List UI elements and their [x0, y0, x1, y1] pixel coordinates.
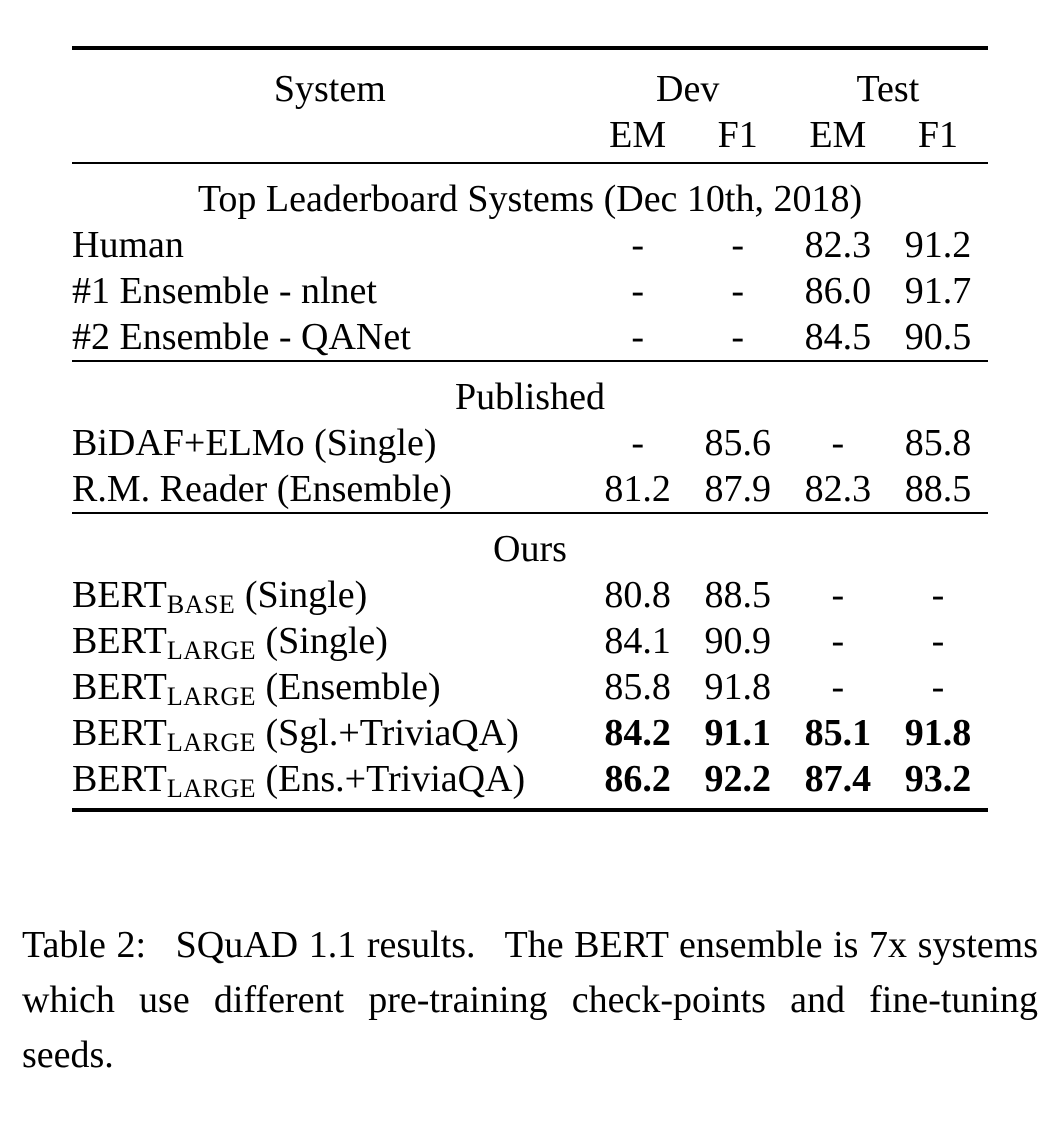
- test-em-cell: 84.5: [804, 316, 872, 358]
- dev-em-cell: -: [631, 316, 644, 358]
- test-em-header: EM: [809, 114, 867, 156]
- test-f1-cell: -: [931, 574, 945, 616]
- model-size-subscript: BASE: [166, 590, 236, 619]
- system-name-cell: R.M. Reader (Ensemble): [72, 468, 452, 510]
- system-name-cell: [72, 618, 588, 664]
- header-row-groups: [72, 48, 988, 112]
- test-em-cell: 87.4: [788, 756, 888, 810]
- test-em-cell: 82.3: [804, 224, 872, 266]
- model-name: BERT: [72, 666, 167, 708]
- test-em-cell: -: [831, 666, 845, 708]
- table-row: [72, 466, 988, 513]
- model-variant: (Ens.+TriviaQA): [256, 758, 526, 800]
- test-em-cell: 85.1: [804, 712, 872, 754]
- model-name: BERT: [72, 712, 167, 754]
- model-size-subscript: LARGE: [166, 728, 257, 757]
- table-row: [72, 420, 988, 466]
- model-variant: (Sgl.+TriviaQA): [256, 712, 519, 754]
- dev-f1-cell: 91.1: [704, 712, 771, 754]
- dev-f1-cell: 91.8: [704, 666, 771, 708]
- test-em-cell: 82.3: [804, 468, 872, 510]
- dev-f1-cell: -: [731, 270, 745, 312]
- system-name-cell: [72, 756, 588, 810]
- test-f1-header: F1: [917, 114, 958, 156]
- dev-f1-cell: -: [731, 316, 745, 358]
- model-name: BERT: [72, 620, 167, 662]
- dev-em-cell: 80.8: [604, 574, 671, 616]
- table-row: [72, 710, 988, 756]
- model-name: BERT: [72, 758, 167, 800]
- results-table-container: [72, 46, 988, 812]
- system-name-cell: #1 Ensemble - nlnet: [72, 270, 377, 312]
- test-em-cell: -: [831, 422, 845, 464]
- dev-f1-header: F1: [717, 114, 758, 156]
- model-name: BERT: [72, 574, 167, 616]
- table-row: [72, 664, 988, 710]
- section-title: Top Leaderboard Systems (Dec 10th, 2018): [72, 163, 988, 222]
- dev-f1-cell: -: [731, 224, 745, 266]
- section-title: Published: [72, 361, 988, 420]
- table-caption: Table 2: SQuAD 1.1 results. The BERT ensemble is 7x systems which use different pre-training check-points and fine-tuning seeds.: [22, 924, 1038, 1076]
- dev-f1-cell: 92.2: [688, 756, 788, 810]
- system-header: System: [72, 48, 588, 112]
- test-em-cell: -: [831, 620, 845, 662]
- test-f1-cell: 91.7: [904, 270, 972, 312]
- test-f1-cell: 93.2: [888, 756, 988, 810]
- table-row: [72, 314, 988, 361]
- table-row: [72, 756, 988, 810]
- test-em-cell: -: [831, 574, 845, 616]
- test-f1-cell: 91.2: [904, 224, 972, 266]
- system-header-blank: [72, 112, 588, 163]
- dev-em-cell: -: [631, 270, 644, 312]
- system-name-cell: [72, 664, 588, 710]
- dev-em-cell: 86.2: [588, 756, 688, 810]
- section-header-row: [72, 513, 988, 572]
- test-f1-cell: 91.8: [904, 712, 972, 754]
- dev-em-cell: 84.1: [604, 620, 671, 662]
- dev-f1-cell: 87.9: [704, 468, 771, 510]
- test-f1-cell: -: [931, 620, 945, 662]
- system-name-cell: [72, 572, 588, 618]
- dev-em-cell: 81.2: [604, 468, 671, 510]
- table-row: [72, 268, 988, 314]
- test-em-cell: 86.0: [804, 270, 872, 312]
- section-header-row: [72, 163, 988, 222]
- dev-header: Dev: [588, 48, 788, 112]
- table-row: [72, 572, 988, 618]
- dev-em-cell: 85.8: [604, 666, 671, 708]
- dev-em-header: EM: [609, 114, 667, 156]
- dev-em-cell: -: [631, 422, 644, 464]
- dev-f1-cell: 85.6: [704, 422, 771, 464]
- header-row-metrics: [72, 112, 988, 163]
- model-size-subscript: LARGE: [166, 636, 257, 665]
- system-name-cell: #2 Ensemble - QANet: [72, 316, 411, 358]
- results-table: [72, 46, 988, 812]
- test-f1-cell: -: [931, 666, 945, 708]
- test-f1-cell: 85.8: [904, 422, 972, 464]
- model-size-subscript: LARGE: [166, 682, 257, 711]
- table-row: [72, 618, 988, 664]
- section-header-row: [72, 361, 988, 420]
- test-f1-cell: 88.5: [904, 468, 972, 510]
- model-variant: (Ensemble): [256, 666, 441, 708]
- dev-f1-cell: 88.5: [704, 574, 771, 616]
- test-header: Test: [788, 48, 988, 112]
- table-row: [72, 222, 988, 268]
- section-title: Ours: [72, 513, 988, 572]
- dev-f1-cell: 90.9: [704, 620, 771, 662]
- system-name-cell: BiDAF+ELMo (Single): [72, 422, 437, 464]
- model-size-subscript: LARGE: [166, 774, 257, 803]
- system-name-cell: [72, 710, 588, 756]
- dev-em-cell: -: [631, 224, 644, 266]
- model-variant: (Single): [256, 620, 388, 662]
- dev-em-cell: 84.2: [604, 712, 671, 754]
- system-name-cell: Human: [72, 224, 184, 266]
- test-f1-cell: 90.5: [904, 316, 972, 358]
- model-variant: (Single): [235, 574, 368, 616]
